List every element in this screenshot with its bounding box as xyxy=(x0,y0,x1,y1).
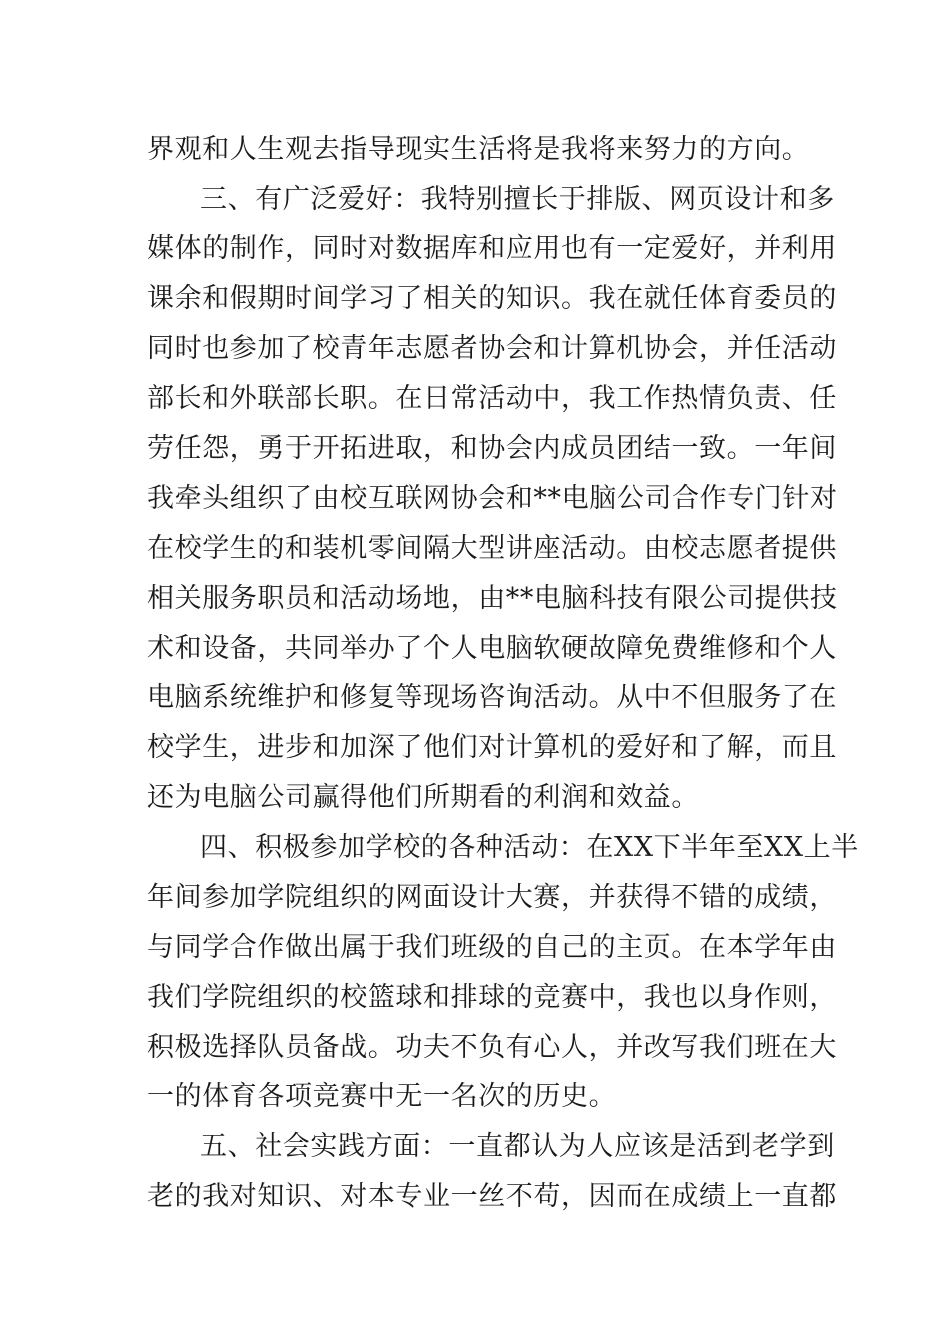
text-line: 课余和假期时间学习了相关的知识。我在就任体育委员的 xyxy=(147,283,837,314)
text-line: 校学生，进步和加深了他们对计算机的爱好和了解，而且 xyxy=(147,732,837,763)
text-line: 在校学生的和装机零间隔大型讲座活动。由校志愿者提供 xyxy=(147,533,837,564)
text-line: 我们学院组织的校篮球和排球的竞赛中，我也以身作则， xyxy=(147,982,837,1013)
text-line: 界观和人生观去指导现实生活将是我将来努力的方向。 xyxy=(147,134,810,165)
text-line: 积极选择队员备战。功夫不负有心人，并改写我们班在大 xyxy=(147,1032,837,1063)
paragraph-heading-line: 三、有广泛爱好：我特别擅长于排版、网页设计和多 xyxy=(200,184,835,215)
text-line: 年间参加学院组织的网面设计大赛，并获得不错的成绩， xyxy=(147,882,837,913)
text-line: 我牵头组织了由校互联网协会和**电脑公司合作专门针对 xyxy=(147,483,838,514)
text-line: 相关服务职员和活动场地，由**电脑科技有限公司提供技 xyxy=(147,583,838,614)
paragraph-heading-line: 四、积极参加学校的各种活动：在XX下半年至XX上半 xyxy=(200,832,859,863)
text-line: 与同学合作做出属于我们班级的自己的主页。在本学年由 xyxy=(147,932,837,963)
text-line: 媒体的制作，同时对数据库和应用也有一定爱好，并利用 xyxy=(147,233,837,264)
text-line: 电脑系统维护和修复等现场咨询活动。从中不但服务了在 xyxy=(147,682,837,713)
text-line: 术和设备，共同举办了个人电脑软硬故障免费维修和个人 xyxy=(147,633,837,664)
text-line: 老的我对知识、对本专业一丝不苟，因而在成绩上一直都 xyxy=(147,1181,837,1212)
text-line: 劳任怨，勇于开拓进取，和协会内成员团结一致。一年间 xyxy=(147,433,837,464)
text-line: 还为电脑公司赢得他们所期看的利润和效益。 xyxy=(147,782,699,813)
paragraph-heading-line: 五、社会实践方面：一直都认为人应该是活到老学到 xyxy=(200,1131,835,1162)
text-line: 同时也参加了校青年志愿者协会和计算机协会，并任活动 xyxy=(147,333,837,364)
text-line: 一的体育各项竞赛中无一名次的历史。 xyxy=(147,1081,617,1112)
text-line: 部长和外联部长职。在日常活动中，我工作热情负责、任 xyxy=(147,383,837,414)
